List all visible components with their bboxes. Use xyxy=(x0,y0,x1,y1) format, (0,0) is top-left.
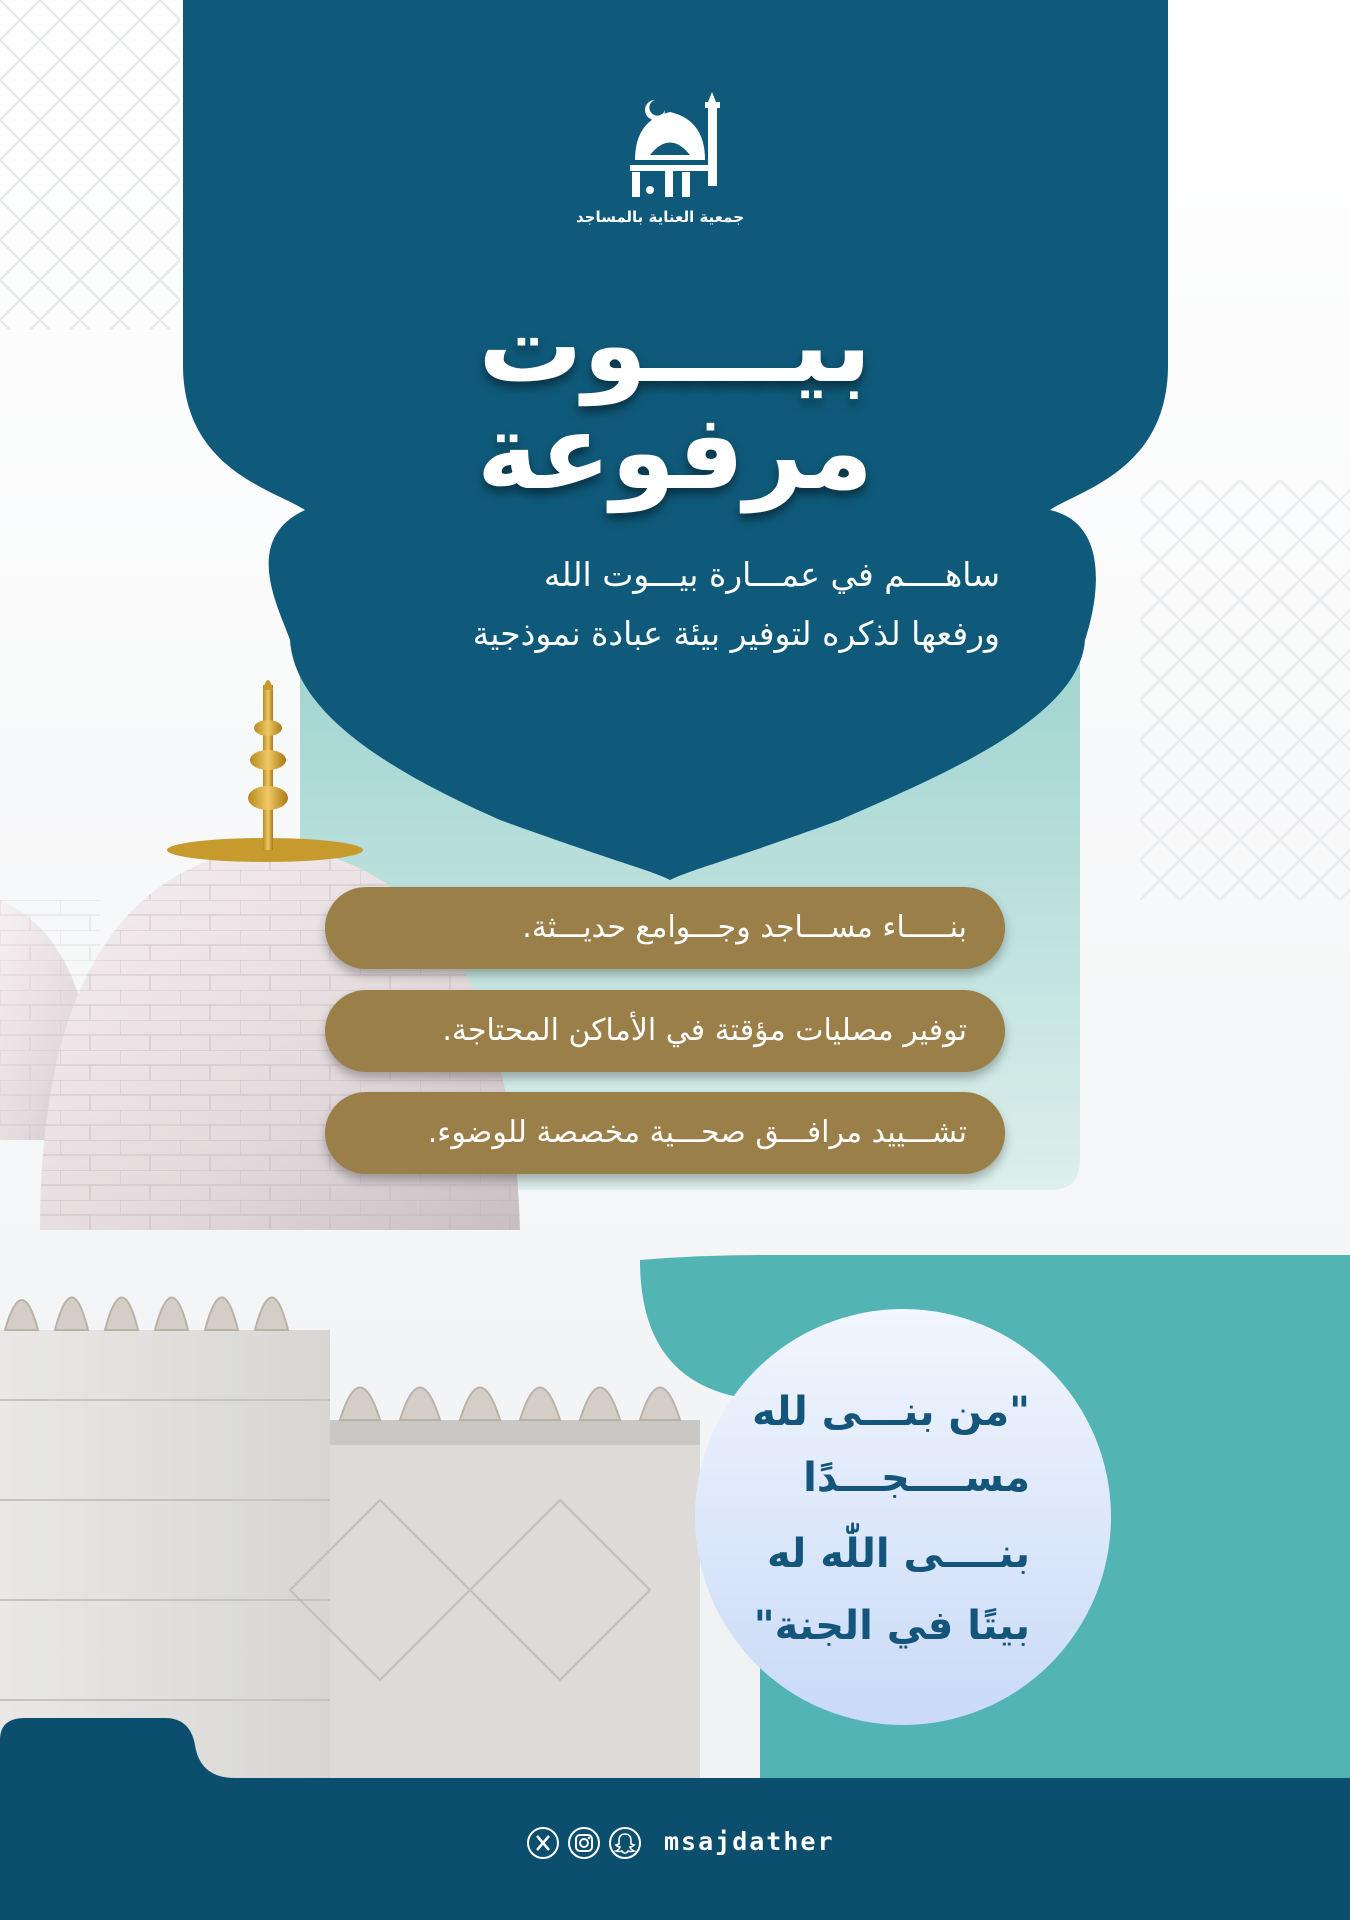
quote-line-2: مســــجـــدًا xyxy=(803,1455,1030,1501)
mosque-logo-icon xyxy=(620,90,730,205)
footer-handle[interactable]: msajdather xyxy=(664,1827,835,1856)
snapchat-icon[interactable] xyxy=(608,1826,642,1860)
service-pill-build-mosques: بنـــــاء مســـاجد وجـــوامع حديـــثة. xyxy=(325,887,1005,969)
title-line-2: مرفوعة xyxy=(476,391,874,513)
quote-line-3: بنــــى اللّٰه له xyxy=(767,1531,1030,1577)
instagram-icon[interactable] xyxy=(567,1826,601,1860)
title-line-1: بيــــوت xyxy=(478,284,872,406)
logo-caption: جمعية العناية بالمساجد xyxy=(575,208,745,226)
service-pill-temporary-prayer-halls: توفير مصليات مؤقتة في الأماكن المحتاجة. xyxy=(325,990,1005,1072)
quote-line-1: "من بنـــى لله xyxy=(752,1389,1030,1435)
x-icon[interactable] xyxy=(526,1826,560,1860)
quote-line-4: بيتًا في الجنة" xyxy=(753,1603,1030,1649)
subtitle-line-2: ورفعها لذكره لتوفير بيئة عبادة نموذجية xyxy=(472,614,1000,653)
subtitle-line-1: ساهــــم في عمـــارة بيـــوت الله xyxy=(543,555,1000,594)
service-pill-ablution-facilities: تشـــييد مرافـــق صحـــية مخصصة للوضوء. xyxy=(325,1092,1005,1174)
